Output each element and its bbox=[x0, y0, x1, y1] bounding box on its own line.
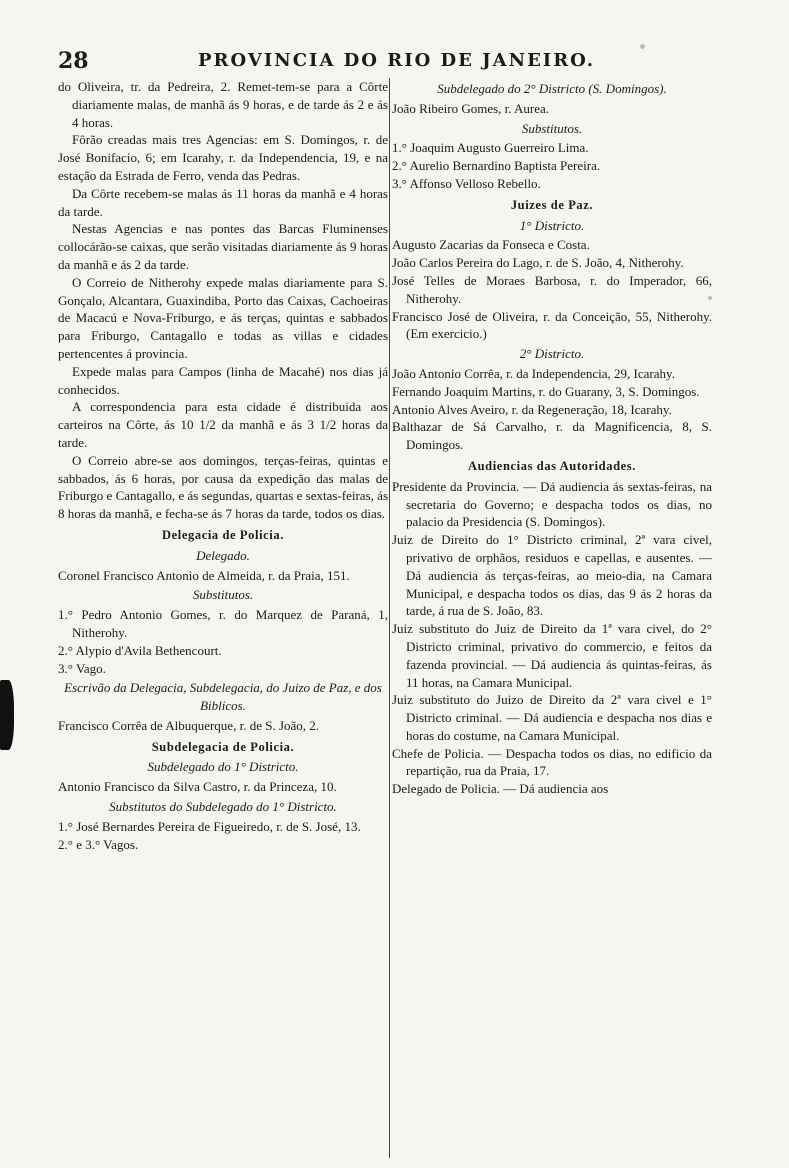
right-column-paragraph: Juiz substituto do Juiz de Direito da 1ª vara civel, do 2° Districto criminal, privativo do commercio, e feitos da fazenda provincial. — Dá audiencia ás quintas-feiras, ás 11 horas, na Camara Municipal. bbox=[392, 621, 712, 690]
left-column-paragraph: Subdelegado do 1° Districto. bbox=[147, 759, 299, 775]
right-column-paragraph: João Antonio Corrêa, r. da Independencia, 29, Icarahy. bbox=[392, 365, 675, 381]
left-column-paragraph: Francisco Corrêa de Albuquerque, r. de S. João, 2. bbox=[58, 717, 320, 733]
right-column-paragraph: João Ribeiro Gomes, r. Aurea. bbox=[392, 100, 550, 116]
left-column-paragraph: Nestas Agencias e nas pontes das Barcas Fluminenses collocárão-se caixas, que serão visitadas diariamente ás 9 horas da manhã e ás 2 da tarde. bbox=[58, 221, 388, 272]
left-column-paragraph: do Oliveira, tr. da Pedreira, 2. Remet-tem-se para a Côrte diariamente malas, de manhã ás 9 horas, e de tarde ás 2 e ás 4 horas. bbox=[58, 79, 388, 130]
right-column-paragraph: 3.° Affonso Velloso Rebello. bbox=[392, 175, 541, 191]
paper-speck bbox=[640, 44, 645, 49]
left-column-paragraph: O Correio abre-se aos domingos, terças-feiras, quintas e sabbados, ás 6 horas, por causa da expedição das malas de Friburgo e Cantagallo, e ás segundas, quartas e sextas-feiras, ás 8 horas da manhã, e fecha-se ás 7 horas da tarde, todos os dias. bbox=[58, 452, 388, 522]
left-column-paragraph: Substitutos do Subdelegado do 1° Districto. bbox=[109, 799, 337, 815]
left-column-paragraph: O Correio de Nitherohy expede malas diariamente para S. Gonçalo, Alcantara, Guaxindiba, Porto das Caixas, Cachoeiras de Macacú e Nova-Friburgo, e ás terças, quintas e sabbados para Friburgo, Cantagallo e todas as villas e cidades pertencentes á provincia. bbox=[58, 274, 388, 361]
right-column-paragraph: José Telles de Moraes Barbosa, r. do Imperador, 66, Nitherohy. bbox=[392, 272, 712, 306]
right-column-paragraph: Chefe de Policia. — Despacha todos os dias, no edificio da repartição, rua da Praia, 17. bbox=[392, 745, 712, 779]
left-column-paragraph: Delegado. bbox=[196, 547, 250, 563]
right-column-paragraph: Delegado de Policia. — Dá audiencia aos bbox=[392, 781, 609, 797]
right-column-paragraph: Substitutos. bbox=[521, 120, 583, 136]
left-column-paragraph: A correspondencia para esta cidade é distribuida aos carteiros na Côrte, ás 10 1/2 da manhã e ás 3 1/2 horas da tarde. bbox=[58, 399, 388, 450]
page-number: 28 bbox=[58, 48, 89, 74]
margin-ink-mark bbox=[0, 680, 14, 750]
right-column-paragraph: Francisco José de Oliveira, r. da Conceição, 55, Nitherohy. (Em exercicio.) bbox=[392, 308, 712, 342]
left-column bbox=[58, 78, 388, 853]
right-column-paragraph: Balthazar de Sá Carvalho, r. da Magnificencia, 8, S. Domingos. bbox=[392, 419, 712, 453]
right-column-paragraph: Audiencias das Autoridades. bbox=[468, 458, 636, 473]
left-column-paragraph: 1.° Pedro Antonio Gomes, r. do Marquez de Paraná, 1, Nitherohy. bbox=[58, 607, 388, 640]
right-column-paragraph: 1.° Joaquim Augusto Guerreiro Lima. bbox=[392, 140, 589, 156]
right-column-paragraph: João Carlos Pereira do Lago, r. de S. João, 4, Nitherohy. bbox=[392, 255, 684, 271]
left-column-paragraph: 2.° Alypio d'Avila Bethencourt. bbox=[58, 642, 222, 658]
right-column-paragraph: Juiz substituto do Juizo de Direito da 2ª vara civel e 1° Districto criminal. — Dá audiencia e despacha nos dias e horas do costume, na Camara Municipal. bbox=[392, 692, 712, 743]
right-column-paragraph: Antonio Alves Aveiro, r. da Regeneração, 18, Icarahy. bbox=[392, 401, 672, 417]
right-column-paragraph: Subdelegado do 2° Districto (S. Domingos). bbox=[437, 81, 667, 96]
right-column bbox=[392, 78, 712, 798]
column-divider bbox=[389, 78, 390, 1158]
page-title: PROVINCIA DO RIO DE JANEIRO. bbox=[198, 50, 596, 71]
left-column-paragraph: Coronel Francisco Antonio de Almeida, r. da Praia, 151. bbox=[58, 567, 350, 583]
paper-speck bbox=[708, 296, 712, 300]
right-column-paragraph: Juiz de Direito do 1° Districto criminal, 2ª vara civel, privativo de orphãos, residuos e capellas, e ausentes. — Dá audiencia ás terças-feiras, ao meio-dia, na Camara Municipal, e despacha todos os dias, das 9 ás 2 horas da tarde, á rua de S. João, 83. bbox=[392, 532, 712, 619]
left-column-paragraph: Expede malas para Campos (linha de Macahé) nos dias já conhecidos. bbox=[58, 363, 388, 397]
left-column-paragraph: Antonio Francisco da Silva Castro, r. da Princeza, 10. bbox=[58, 779, 337, 795]
left-column-paragraph: 3.° Vago. bbox=[58, 660, 106, 676]
left-column-paragraph: 1.° José Bernardes Pereira de Figueiredo, r. de S. José, 13. bbox=[58, 818, 361, 834]
left-column-paragraph: Fôrão creadas mais tres Agencias: em S. Domingos, r. de José Bonifacio, 6; em Icarahy, r. da Independencia, 19, e na estação da Estrada de Ferro, venda das Pedras. bbox=[58, 132, 388, 183]
left-column-paragraph: 2.° e 3.° Vagos. bbox=[58, 836, 139, 852]
right-column-paragraph: 2.° Aurelio Bernardino Baptista Pereira. bbox=[392, 158, 601, 174]
right-column-paragraph: Fernando Joaquim Martins, r. do Guarany, 3, S. Domingos. bbox=[392, 383, 700, 399]
left-column-paragraph: Delegacia de Policia. bbox=[162, 527, 284, 542]
left-column-paragraph: Substitutos. bbox=[192, 587, 254, 603]
left-column-paragraph: Da Côrte recebem-se malas ás 11 horas da manhã e 4 horas da tarde. bbox=[58, 185, 388, 219]
running-header bbox=[58, 48, 718, 74]
left-column-paragraph: Escrivão da Delegacia, Subdelegacia, do Juizo de Paz, e dos Biblicos. bbox=[64, 680, 382, 714]
right-column-paragraph: 2° Districto. bbox=[519, 346, 585, 362]
right-column-paragraph: Juizes de Paz. bbox=[510, 197, 594, 212]
right-column-paragraph: Presidente da Provincia. — Dá audiencia ás sextas-feiras, na secretaria do Governo; e despacha todos os dias, no palacio da Presidencia (S. Domingos). bbox=[392, 478, 712, 530]
left-column-paragraph: Subdelegacia de Policia. bbox=[151, 739, 295, 754]
right-column-paragraph: Augusto Zacarias da Fonseca e Costa. bbox=[392, 237, 590, 253]
right-column-paragraph: 1° Districto. bbox=[519, 217, 585, 233]
